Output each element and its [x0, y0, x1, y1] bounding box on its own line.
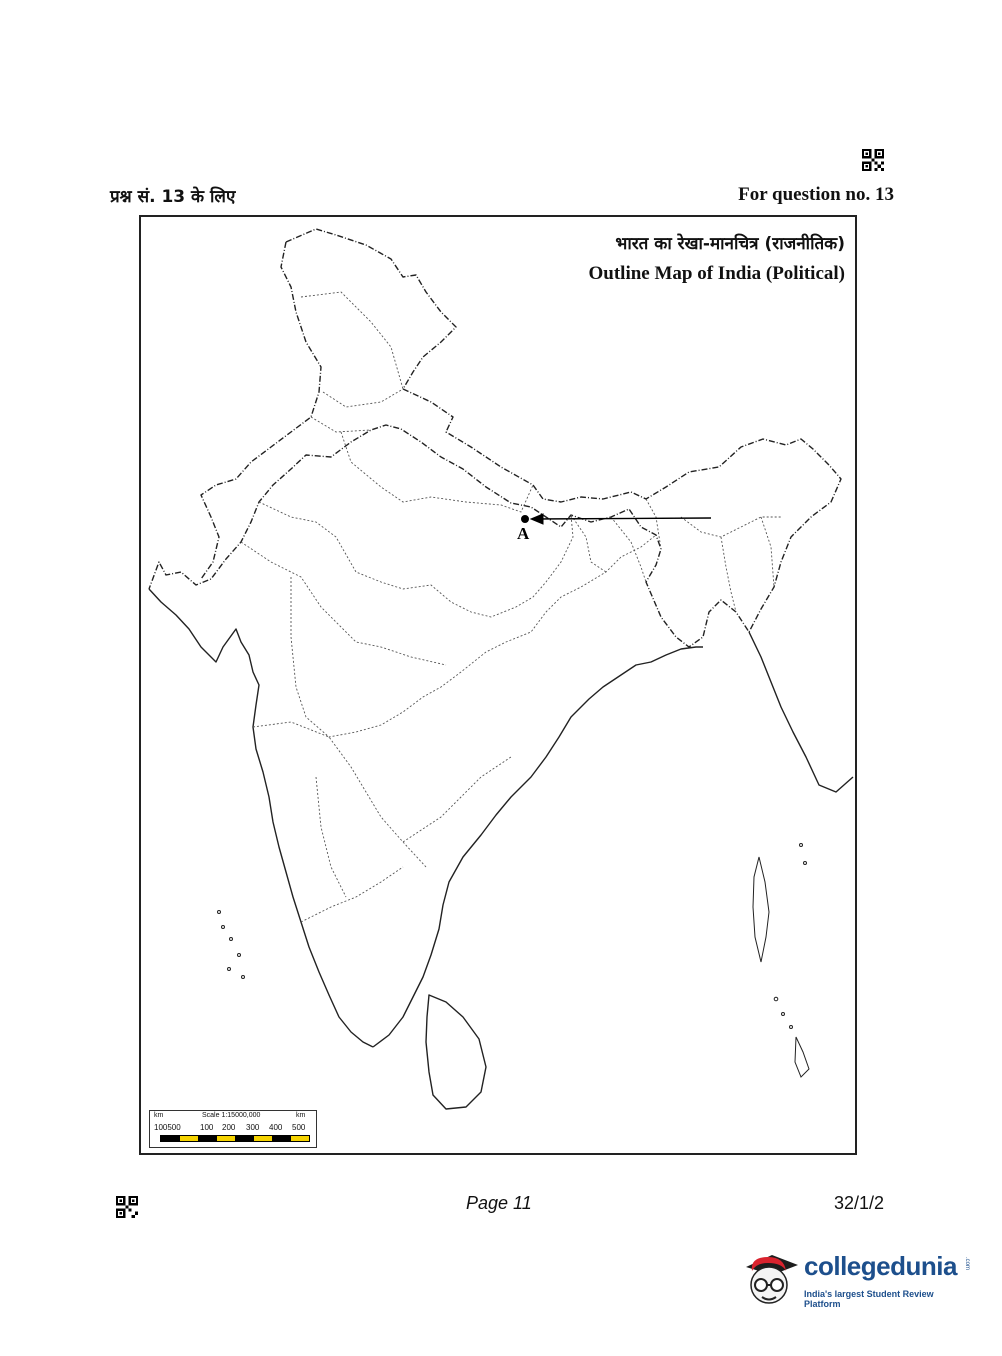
- state-boundaries-central: [241, 502, 656, 737]
- brand-name: collegedunia: [804, 1251, 957, 1281]
- scale-tick: 100500: [154, 1123, 181, 1132]
- myanmar-coast: [749, 632, 853, 792]
- scale-strip: [160, 1135, 310, 1142]
- scale-bar: [149, 1110, 317, 1148]
- page-number: Page 11: [466, 1193, 532, 1213]
- sri-lanka-outline: [426, 995, 486, 1109]
- scale-tick: 400: [269, 1123, 283, 1132]
- paper-code: 32/1/2: [833, 1193, 884, 1213]
- marker-a-point: [522, 516, 529, 523]
- northern-frontier: [201, 242, 321, 579]
- marker-a-arrow: [533, 518, 711, 519]
- map-title-hindi: भारत का रेखा-मानचित्र (राजनीतिक): [615, 234, 845, 254]
- collegedunia-logo: [742, 1243, 972, 1319]
- scale-tick: 300: [246, 1123, 260, 1132]
- state-boundaries-east: [571, 499, 781, 612]
- international-border: [149, 229, 841, 647]
- scale-unit-right: km: [296, 1112, 306, 1119]
- scale-tick: 100: [200, 1123, 214, 1132]
- brand-suffix: .com: [964, 1257, 970, 1271]
- scale-tick: 200: [222, 1123, 236, 1132]
- mascot-icon: [742, 1245, 800, 1311]
- india-outline-map: [141, 217, 855, 1153]
- question-label-english: For question no. 13: [738, 184, 894, 205]
- qr-code-icon: [862, 149, 884, 171]
- question-label-hindi: प्रश्न सं. 13 के लिए: [110, 187, 236, 207]
- map-title-english: Outline Map of India (Political): [588, 263, 845, 284]
- coastline-east: [373, 647, 703, 1047]
- map-frame: [139, 215, 857, 1155]
- coastline-west: [149, 589, 373, 1047]
- marker-a: [522, 514, 712, 524]
- state-boundaries-north: [301, 292, 533, 512]
- marker-a-label: A: [517, 524, 530, 543]
- scale-caption: Scale 1:15000,000: [202, 1112, 261, 1119]
- brand-tagline: India's largest Student Review Platform: [804, 1289, 934, 1309]
- nicobar-islands: [795, 1037, 809, 1077]
- andaman-islands: [753, 857, 769, 962]
- scale-unit-left: km: [154, 1112, 164, 1119]
- scale-tick: 500: [292, 1123, 306, 1132]
- qr-code-icon: [116, 1196, 138, 1218]
